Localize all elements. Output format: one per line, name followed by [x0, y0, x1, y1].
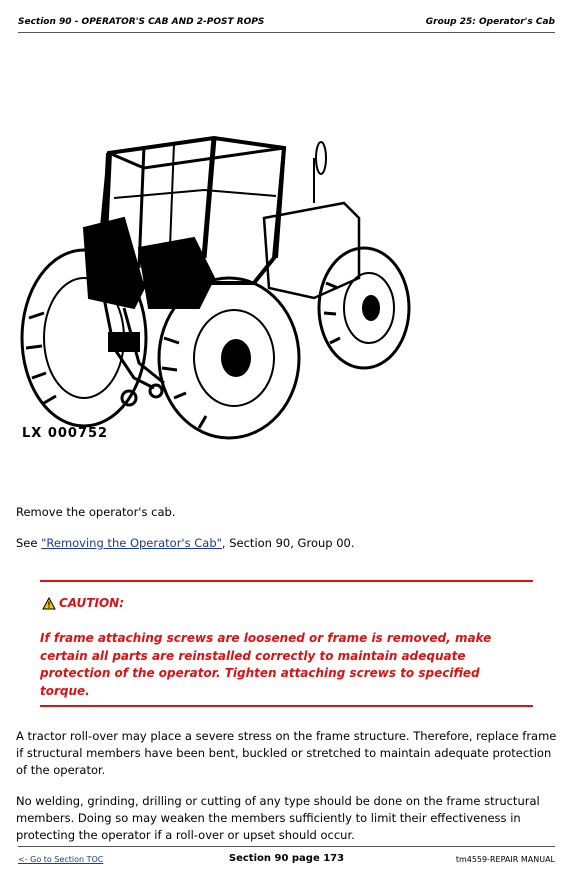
see-suffix: , Section 90, Group 00. [221, 536, 355, 550]
caution-box [40, 580, 533, 707]
caution-text: If frame attaching screws are loosened or frame is removed, make certain all parts are reinstalled correctly to maintain adequate protection of the operator. Tighten attaching screws to specified torque. [40, 631, 492, 698]
see-prefix: See [16, 536, 42, 550]
page-header [18, 10, 555, 33]
tractor-cab-illustration [14, 108, 414, 453]
caution-heading [42, 596, 124, 610]
removing-cab-link[interactable]: "Removing the Operator's Cab" [41, 536, 222, 550]
tractor-drawing [14, 108, 414, 453]
paragraph-remove-cab: Remove the operator's cab. [16, 505, 176, 519]
paragraph-see-reference [16, 535, 557, 552]
manual-id: tm4559-REPAIR MANUAL [455, 855, 555, 864]
paragraph-no-welding: No welding, grinding, drilling or cutting of any type should be done on the frame structural members. Doing so may weaken the members sufficiently to limit their effectiveness in protecting the operator if a roll-over or upset should occur. [16, 794, 540, 842]
header-group-title: Group 25: Operator's Cab [425, 17, 555, 27]
paragraph-rollover-stress: A tractor roll-over may place a severe stress on the frame structure. Therefore, replace frame if structural members have been bent, buckled or stretched to maintain adequate protection of the operator. [16, 729, 557, 777]
warning-triangle-icon [42, 597, 56, 610]
page-number: Section 90 page 173 [228, 853, 345, 864]
header-section-title: Section 90 - OPERATOR'S CAB AND 2-POST ROPS [18, 17, 265, 27]
section-toc-link[interactable]: <- Go to Section TOC [18, 855, 104, 864]
caution-title: CAUTION: [59, 596, 124, 610]
figure-label: LX 000752 [22, 426, 109, 441]
page-footer [18, 846, 555, 871]
